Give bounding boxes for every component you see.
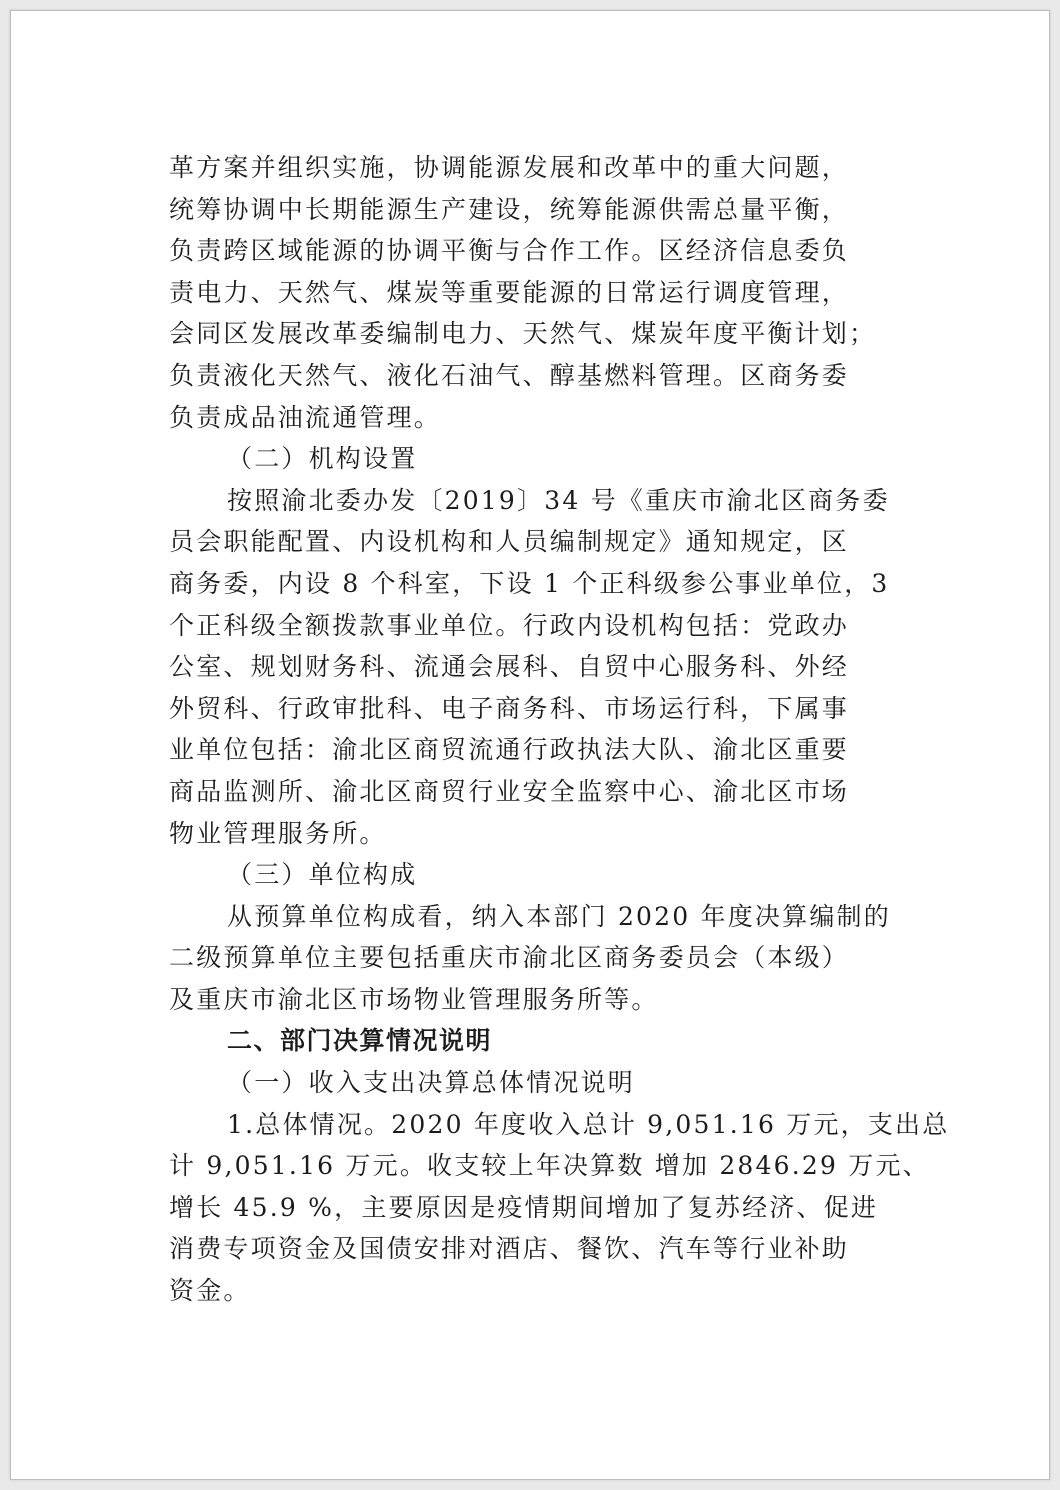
section-subheading: （二）机构设置 <box>227 444 418 474</box>
paragraph-first-line: 从预算单位构成看，纳入本部门 2020 年度决算编制的 <box>227 901 891 931</box>
paragraph-first-line: 1.总体情况。2020 年度收入总计 9,051.16 万元，支出总 <box>227 1109 950 1139</box>
body-text-line: 个正科级全额拨款事业单位。行政内设机构包括：党政办 <box>169 610 850 640</box>
body-text-line: 革方案并组织实施，协调能源发展和改革中的重大问题， <box>169 153 850 182</box>
body-text-line: 二级预算单位主要包括重庆市渝北区商务委员会（本级） <box>169 943 850 973</box>
body-text-line: 商务委，内设 8 个科室，下设 1 个正科级参公事业单位，3 <box>169 568 890 598</box>
body-text-line: 物业管理服务所。 <box>169 818 387 848</box>
body-text-line: 会同区发展改革委编制电力、天然气、煤炭年度平衡计划； <box>169 319 877 349</box>
section-heading: 二、部门决算情况说明 <box>227 1026 493 1056</box>
body-text-line: 责电力、天然气、煤炭等重要能源的日常运行调度管理， <box>169 277 850 307</box>
body-text-line: 公室、规划财务科、流通会展科、自贸中心服务科、外经 <box>169 652 850 682</box>
body-text-line: 计 9,051.16 万元。收支较上年决算数 增加 2846.29 万元、 <box>169 1151 930 1181</box>
document-body <box>169 147 950 1312</box>
body-text-line: 员会职能配置、内设机构和人员编制规定》通知规定，区 <box>169 527 850 557</box>
body-text-line: 外贸科、行政审批科、电子商务科、市场运行科，下属事 <box>169 693 850 723</box>
body-text-line: 负责成品油流通管理。 <box>169 402 442 432</box>
body-text-line: 负责液化天然气、液化石油气、醇基燃料管理。区商务委 <box>169 360 850 390</box>
paragraph-first-line: 按照渝北委办发〔2019〕34 号《重庆市渝北区商务委 <box>227 485 890 515</box>
body-text-line: 负责跨区域能源的协调平衡与合作工作。区经济信息委负 <box>169 236 850 266</box>
section-subheading: （三）单位构成 <box>227 860 418 890</box>
body-text-line: 增长 45.9 %，主要原因是疫情期间增加了复苏经济、促进 <box>169 1192 879 1222</box>
document-page <box>10 10 1050 1480</box>
body-text-line: 商品监测所、渝北区商贸行业安全监察中心、渝北区市场 <box>169 776 850 806</box>
body-text-line: 及重庆市渝北区市场物业管理服务所等。 <box>169 984 659 1014</box>
section-subheading: （一）收入支出决算总体情况说明 <box>227 1068 636 1098</box>
body-text-line: 统筹协调中长期能源生产建设，统筹能源供需总量平衡， <box>169 194 850 224</box>
body-text-line: 消费专项资金及国债安排对酒店、餐饮、汽车等行业补助 <box>169 1234 850 1264</box>
body-text-line: 资金。 <box>169 1276 251 1306</box>
body-text-line: 业单位包括：渝北区商贸流通行政执法大队、渝北区重要 <box>169 735 850 765</box>
